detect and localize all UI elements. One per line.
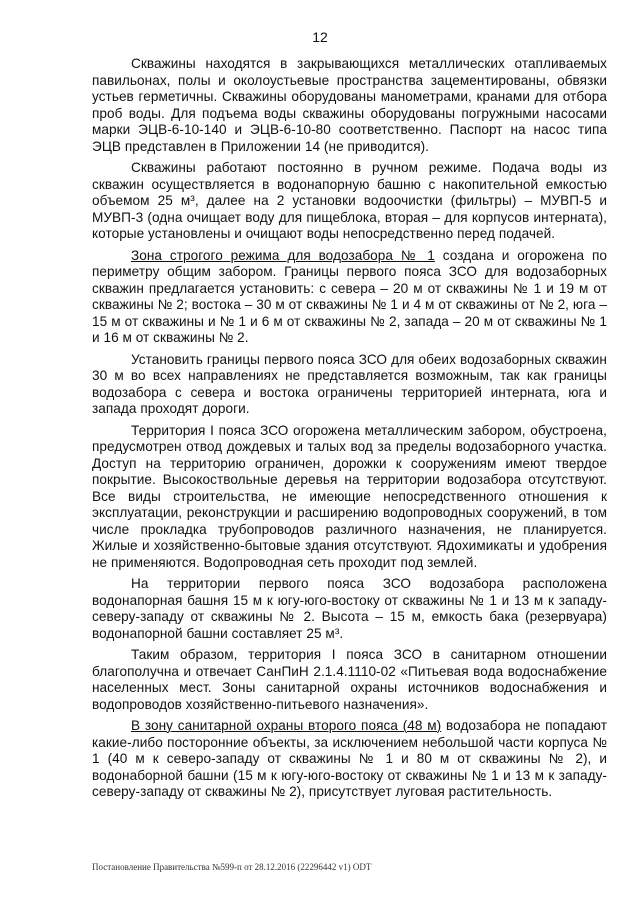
second-zone-heading: В зону санитарной охраны второго пояса (48 м) bbox=[131, 718, 442, 733]
second-zone-text: водозабора не попадают какие-либо посторонние объекты, за исключением небольшой части корпуса № 1 (40 м к северо-западу от скважины № 1 и 80 м от скважины № 2), и водонаборной башни (15 м к югу-юго-востоку от скважины № 1 и 13 м к западу-северу-западу от скважины № 2), присутствует луговая растительность. bbox=[92, 718, 608, 799]
strict-zone-text: создана и огорожена по периметру общим забором. Границы первого пояса ЗСО для водозаборных скважин предлагается установить: с севера – 20 м от скважины № 1 и 19 м от скважины № 2; востока – 30 м от скважины № 1 и 4 м от скважины от № 2, юга – 15 м от скважины и № 1 и 6 м от скважины № 2, запада – 20 м от скважины № 1 и 16 м от скважины № 2. bbox=[92, 247, 608, 345]
paragraph-second-zone bbox=[92, 718, 607, 801]
paragraph-territory: Территория I пояса ЗСО огорожена металлическим забором, обустроена, предусмотрен отвод дождевых и талых вод за пределы водозаборного участка. Доступ на территорию ограничен, дорожки к сооружениям имеют твердое покрытие. Высокоствольные деревья на территории водозабора отсутствуют. Все виды строительства, не имеющие непосредственного отношения к эксплуатации, реконструкции и расширению водопроводных сооружений, в том числе прокладка трубопроводов различного назначения, не планируется. Жилые и хозяйственно-бытовые здания отсутствуют. Ядохимикаты и удобрения не применяются. Водопроводная сеть проходит под землей. bbox=[92, 422, 607, 570]
paragraph-water-supply: Скважины работают постоянно в ручном режиме. Подача воды из скважин осуществляется в водонапорную башню с накопительной емкостью объемом 25 м³, далее на 2 установки водоочистки (фильтры) – МУВП-5 и МУВП-3 (одна очищает воду для пищеблока, вторая – для корпусов интерната), которые установлены и очищают воды непосредственно перед подачей. bbox=[92, 160, 607, 241]
paragraph-zone-boundaries: Установить границы первого пояса ЗСО для обеих водозаборных скважин 30 м во всех направлениях не представляется возможным, так как границы водозабора с севера и востока ограничены территорией интерната, юга и запада проходят дороги. bbox=[92, 351, 607, 416]
paragraph-water-tower: На территории первого пояса ЗСО водозабора расположена водонапорная башня 15 м к югу-юго-востоку от скважины № 1 и 13 м к западу-северу-западу от скважины № 2. Высота – 15 м, емкость бака (резервуара) водонапорной башни составляет 25 м³. bbox=[92, 576, 607, 641]
paragraph-conclusion: Таким образом, территория I пояса ЗСО в санитарном отношении благополучна и отвечает СанПиН 2.1.4.1110-02 «Питьевая вода водоснабжение населенных мест. Зоны санитарной охраны источников водоснабжения и водопроводов хозяйственно-питьевого назначения». bbox=[92, 647, 607, 712]
paragraph-wells-pavilions: Скважины находятся в закрывающихся металлических отапливаемых павильонах, полы и околоустьевые пространства зацементированы, обвязки устьев герметичны. Скважины оборудованы манометрами, кранами для отбора проб воды. Для подъема воды скважины оборудованы погружными насосами марки ЭЦВ-6-10-140 и ЭЦВ-6-10-80 соответственно. Паспорт на насос типа ЭЦВ представлен в Приложении 14 (не приводится). bbox=[92, 56, 607, 154]
strict-zone-heading: Зона строгого режима для водозабора № 1 bbox=[131, 247, 435, 263]
document-body bbox=[92, 56, 607, 806]
paragraph-strict-zone bbox=[92, 248, 607, 347]
document-footer: Постановление Правительства №599-п от 28.12.2016 (22296442 v1) ODT bbox=[92, 862, 372, 872]
page-number: 12 bbox=[312, 29, 328, 45]
